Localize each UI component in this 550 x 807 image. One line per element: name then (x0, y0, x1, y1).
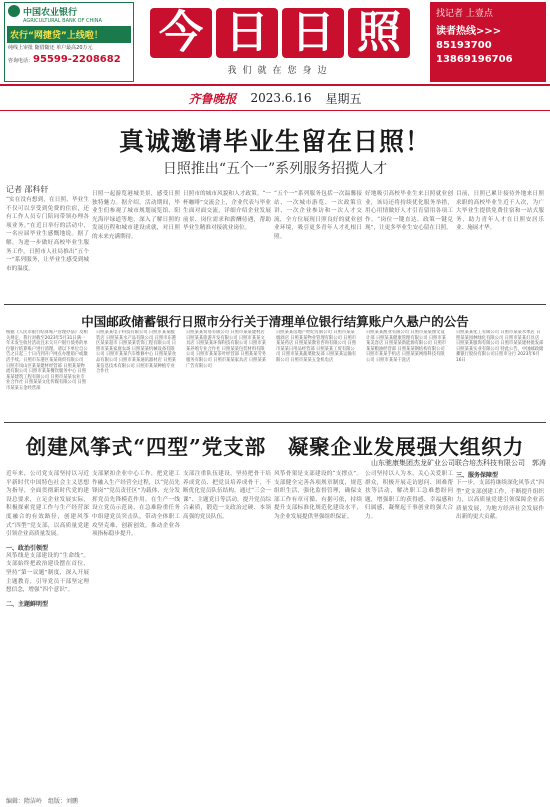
hotline-slogan: 找记者 上壹点 (436, 9, 493, 19)
hotline-title: 读者热线>>> (436, 26, 502, 37)
notice-column-1: 根据《人民币银行结算账户管理办法》及相关规定，我行对截至2023年5月31日满一年未发生收付活动且未欠开户银行债务的单位银行结算账户进行清理。请以下单位自公告之日起三十日内到开户网点办理销户或激活手续。日照市东港区某某商贸有限公司 日照市岚山区某某建材经营部 日照某某物流有限公司 日照市某某餐饮服务中心 日照某某建筑工程有限公司 日照市某某农业专业合作社 日照某某文化传媒有限公司 日照市某某五金经营部 (6, 330, 88, 391)
article3-column-1-wrap (6, 470, 89, 790)
article3-column-6-wrap (456, 470, 544, 790)
notice-title: 中国邮政储蓄银行日照市分行关于清理单位银行结算账户久悬户的公告 (81, 314, 469, 329)
article1-byline: 记者 邵科轩 (6, 185, 49, 194)
issue-date: 2023.6.16 (250, 91, 312, 105)
section-divider (4, 304, 546, 305)
article3-column-1b: 风筝线是支部建设的“生命线”。支部始终把政治建设摆在首位，坚持“第一议题”制度，深入开展主题教育，引导党员干部坚定理想信念，增强“四个意识”。 (6, 552, 89, 594)
article3-column-3: 支部注重队伍建设，坚持把骨干培养成党员、把党员培养成骨干，不断优化党员队伍结构。通过“三会一课”、主题党日等活动，提升党员综合素质，锻造一支政治过硬、本领高强的党员队伍。 (183, 471, 271, 520)
notice-column-5: 日照某某渔业有限公司 日照市某某图文设计部 日照某某健康管理有限公司 日照市某某美容店 日照某某新能源有限公司 日照市某某粮油经营部 日照某某钢结构有限公司 日照市某某手机店 日照某某网络科技有限公司 日照市某某干洗店 (366, 330, 447, 363)
notice-column-2: 日照某某电子科技有限公司 日照市某某服装店 日照某某水产品有限公司 日照市东港区某某超市 日照某某装饰工程有限公司 日照市某某家庭农场 日照某某机械设备有限公司 日照市某某汽车维修中心 日照某某食品有限公司 日照市某某通讯器材店 日照某某信息技术有限公司 日照市某某种植专业合作社 (96, 330, 177, 375)
masthead-char: 日 (216, 8, 278, 58)
notice-column-3: 日照某某贸易有限公司 日照市某某建材店 日照某某旅游开发有限公司 日照市某某文具店 日照某某环保科技有限公司 日照市某某养殖专业合作社 日照某某包装材料有限公司 日照市某某茶叶经营部 日照某某劳务服务有限公司 日照市某某家具店 日照某某广告有限公司 (186, 330, 267, 369)
masthead-char: 照 (348, 8, 410, 58)
ad-description: 纯线上审批 随借随还 单户最高20万元 (8, 45, 93, 51)
article1-column-3: 日照市的城市风貌和人才政策。“一杯咖啡”交流会上，企业代表与毕业生面对面交流，详细介绍企业发展前景、岗位需求和薪酬待遇，帮助毕业生精准对接就业岗位。 (183, 191, 271, 232)
article3-section-3: 三、服务保障型 (456, 472, 499, 479)
masthead-char: 今 (150, 8, 212, 58)
article3-section-2: 二、主题鲜明型 (6, 600, 49, 608)
article3-title: 创建风筝式“四型”党支部 凝聚企业发展强大组织力 (25, 435, 525, 459)
article1-column-6: 目前，日照已累计接待外地来日照求职的高校毕业生近千人次，为广大毕业生提供免费住宿和一站式服务，助力青年人才在日照安居乐业、施展才华。 (456, 191, 544, 232)
issue-weekday: 星期五 (325, 91, 362, 106)
article3-column-1: 近年来，公司党支部坚持以习近平新时代中国特色社会主义思想为指导，全面贯彻新时代党的建设总要求，立足企业发展实际，积极探索党建工作与生产经营深度融合的有效路径，创建风筝式“四型”党支部，以高质量党建引领企业高质量发展。 (6, 471, 89, 538)
notice-column-4: 日照某某房地产经纪有限公司 日照市某某烟酒店 日照某某物业管理有限公司 日照市某某药店 日照某某教育咨询有限公司 日照市某某日用品经营部 日照某某工贸有限公司 日照市某某蔬菜批发部 日照某某运输有限公司 日照市某某五金机电店 (276, 330, 357, 363)
hotline-phone-1: 85193700 (436, 40, 492, 51)
ad-hotline (5, 54, 133, 65)
article1-subtitle: 日照推出“五个一”系列服务招揽人才 (162, 161, 388, 177)
hotline-label: 咨询电话： (8, 58, 34, 64)
masthead-char: 日 (282, 8, 344, 58)
bank-name-en: AGRICULTURAL BANK OF CHINA (23, 18, 102, 24)
page-footer: 编辑：隋洁岭 组版：刘鹏 (6, 798, 79, 805)
reader-hotline-box (430, 2, 546, 82)
article3-column-5: 公司坚持以人为本，关心关爱职工群众，积极开展走访慰问、困难帮扶等活动，解决职工急难愁盼问题，增强职工的获得感、幸福感和归属感，凝聚起干事创业的强大合力。 (365, 471, 453, 520)
article3-author: 山东驰康集团杰龙矿业公司联合培杰科技有限公司 郭涛 (371, 459, 546, 467)
ad-slogan: 农行“网捷贷”上线啦！ (7, 26, 131, 43)
notice-column-6: 日照某某化工有限公司 日照市某某水果店 日照某某园林绿化有限公司 日照市某某灯具店 日照某某服饰有限公司 日照市某某建材批发部 日照某某实业有限公司 特此公告。中国邮政储蓄银行股份有限公司日照市分行 2023年6月16日 (456, 330, 544, 363)
bank-name: 中国农业银行 (23, 8, 78, 18)
article1-column-5: 好地吸引高校毕业生来日照就业创业，该局还将持续优化服务举措，用心用情做好人才引育留用各项工作。“岗位一键直达，政策一键兑现”，让更多毕业生安心留在日照。 (365, 191, 453, 232)
article3-section-1: 一、政治引领型 (6, 544, 49, 552)
article1-column-1: “实在没有想到，在日照，毕业生不仅可以享受到免费的住宿，还有工作人员专门陪同带领办理各项业务。”在近日举行的活动中，一名应届毕业生感慨地说。据了解，为进一步做好高校毕业生服务工作，日照市人社局推出“五个一”系列服务，让毕业生感受到城市的温度。 (6, 197, 89, 272)
article3-column-6: 下一步，支部将继续深化风筝式“四型”党支部创建工作，不断提升组织力，以高质量党建引领保障企业高质量发展，为地方经济社会发展作出新的更大贡献。 (456, 480, 544, 521)
hotline-phone-2: 13869196706 (436, 54, 513, 65)
newspaper-masthead (140, 8, 420, 60)
article3-column-4: 风筝骨架是支部建设的“支撑点”。支部健全完善各项规章制度，规范组织生活，强化监督管理，确保支部工作有章可循、有据可依，持续提升支部标准化规范化建设水平，为企业发展提供坚强组织保证。 (274, 471, 362, 520)
article1-column-4: “五个一”系列服务包括一次温馨接站、一次城市游览、一次政策宣讲、一次企业参访和一次人才交流，全方位展现日照良好的就业创业环境，吸引更多青年人才扎根日照。 (274, 191, 362, 240)
section-divider (4, 422, 546, 423)
paper-name: 齐鲁晚报 (188, 91, 237, 106)
dateline (0, 84, 550, 111)
bank-advertisement (4, 2, 134, 82)
masthead-motto: 我们就在您身边 (227, 66, 333, 76)
article1-column-2: 日照一起游览港城美景，感受日照独特魅力。据介绍，活动期间，毕业生们参观了城市规划展览馆、阳光海岸绿道等地，深入了解日照的发展历程和城市建设成就，对日照的未来充满期待。 (92, 191, 180, 240)
article1-title: 真诚邀请毕业生留在日照！ (118, 127, 431, 156)
hotline-number: 95599-2208682 (33, 54, 121, 65)
article3-column-2: 支部紧扣企业中心工作，把党建工作融入生产经营全过程，以“党员先锋岗”“党员责任区”为载体，充分发挥党员先锋模范作用。在生产一线设立党员示范岗，在急难险重任务中组建党员突击队，带动全体职工攻坚克难、创新创效，推动企业各项指标稳步提升。 (92, 471, 180, 538)
